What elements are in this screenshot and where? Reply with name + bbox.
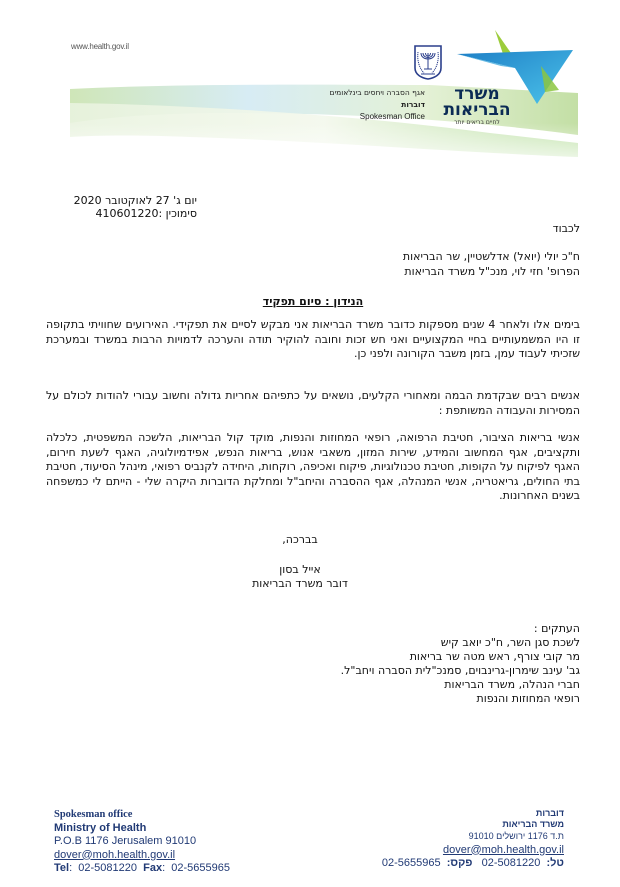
copies-block (46, 622, 580, 706)
signature-block (200, 533, 400, 591)
website-url[interactable]: www.health.gov.il (71, 42, 129, 51)
letter-date: יום ג' 27 לאוקטובר 2020 (73, 194, 197, 207)
division-hebrew: דוברות (401, 100, 425, 109)
fax-number: 02-5655965 (171, 862, 230, 874)
footer-english (54, 808, 230, 876)
paragraph: אנשי בריאות הציבור, חטיבת הרפואה, רופאי המחוזות והנפות, מוקד קול הבריאות, הלשכה המשפטית, כלכלה ותקציבים, אגף המחשוב והמידע, שירות המזון, משאבי אנוש, בריאות הנפש, אפידמיולוגיה, האגף לשעת חירום, האגף לפיקוח על הקופות, חטיבת טכנולוגיות, פיקוח ואכיפה, רוקחות, היחידה לקנביס רפואי, מינהל הסיעוד, חטיבת בתי החולים, גריאטריה, אנשי המנהלה, אגף ההסברה והיחב"ל ומחלקת הדוברות היקרה שלי - הייתם לי כמשפחה בשנים האחרונות. (46, 431, 580, 502)
logo-line-1: משרד (454, 84, 500, 104)
footer-email-en-link[interactable]: dover@moh.health.gov.il (54, 848, 176, 861)
footer-office-en: Spokesman office (54, 809, 133, 820)
copy-recipient: לשכת סגן השר, ח"כ יואב קיש (440, 636, 580, 649)
paragraph: אנשים רבים שבקדמת הבמה ומאחורי הקלעים, נושאים על כתפיהם אחריות גדולה וחשוב עבורי להודות לכולם על המסירות והעבודה המשותפת : (46, 389, 580, 417)
fax-label: Fax (143, 862, 163, 874)
paragraph: בימים אלו ולאחר 4 שנים מספקות כדובר משרד הבריאות אני מבקש לסיים את תפקידי. האירועים שחוויתי בתקופה זו היו המשמעותיים בחיי המקצועיים ואני חש זכות וחובה להוקיר תודה והערכה לדמויות הרבות במשרד ובמערכת שזכיתי לעבוד עמן, בזמן משבר הקורונה ולפני כן. (46, 318, 581, 360)
subject-line: הנידון : סיום תפקיד (262, 295, 364, 308)
footer-address-en: P.O.B 1176 Jerusalem 91010 (54, 835, 197, 847)
signer-name: אייל בסון (279, 563, 321, 576)
logo-tagline: לחיים בריאים יותר (454, 119, 500, 126)
copy-recipient: מר קובי צורף, ראש מטה שר בריאות (409, 650, 580, 663)
tel-label-he: טל (550, 857, 564, 869)
recipient: הפרופ' חזי לוי, מנכ"ל משרד הבריאות (404, 264, 580, 278)
copy-recipient: גב' עינב שימרון-גרינבוים, סמנכ"לית הסברה ויחב"ל. (340, 664, 580, 677)
letterhead (0, 0, 620, 180)
logo-line-2: הבריאות (443, 100, 511, 120)
letter-reference: סימוכין :410601220 (95, 207, 197, 220)
fax-label-he: פקס (450, 857, 473, 869)
copy-recipient: חברי הנהלה, משרד הבריאות (444, 678, 580, 691)
tel-number-he: 02-5081220 (481, 857, 541, 869)
salutation: לכבוד (552, 222, 580, 235)
footer-office-he: דוברות (535, 808, 564, 818)
footer-email-he-link[interactable]: dover@moh.health.gov.il (442, 843, 564, 856)
signer-title: דובר משרד הבריאות (252, 577, 348, 590)
footer-hebrew (382, 808, 564, 871)
copy-recipient: רופאי המחוזות והנפות (476, 692, 580, 705)
footer-ministry-he: משרד הבריאות (502, 819, 564, 829)
division-english: Spokesman Office (359, 112, 425, 121)
closing: בברכה, (282, 533, 318, 546)
ministry-logo-text (432, 86, 522, 127)
state-emblem-icon (413, 44, 443, 80)
tel-number: 02-5081220 (78, 862, 137, 874)
footer-ministry-en: Ministry of Health (54, 821, 147, 834)
copies-label: העתקים : (533, 622, 580, 635)
recipients-block (46, 250, 580, 279)
footer-address-he: ת.ד 1176 ירושלים 91010 (468, 831, 564, 841)
department-name: אגף הסברה ויחסים בינלאומים (329, 88, 425, 97)
tel-label: Tel (54, 862, 70, 874)
recipient: ח"כ יולי (יואל) אדלשטיין, שר הבריאות (402, 250, 580, 263)
footer-phone-en: Tel: 02-5081220 Fax: 02-5655965 (54, 862, 230, 874)
fax-number-he: 02-5655965 (381, 857, 441, 869)
department-info (329, 87, 425, 123)
footer-phone-he: טל: 02-5081220 פקס: 02-5655965 (381, 857, 564, 869)
date-reference-block (47, 194, 197, 220)
